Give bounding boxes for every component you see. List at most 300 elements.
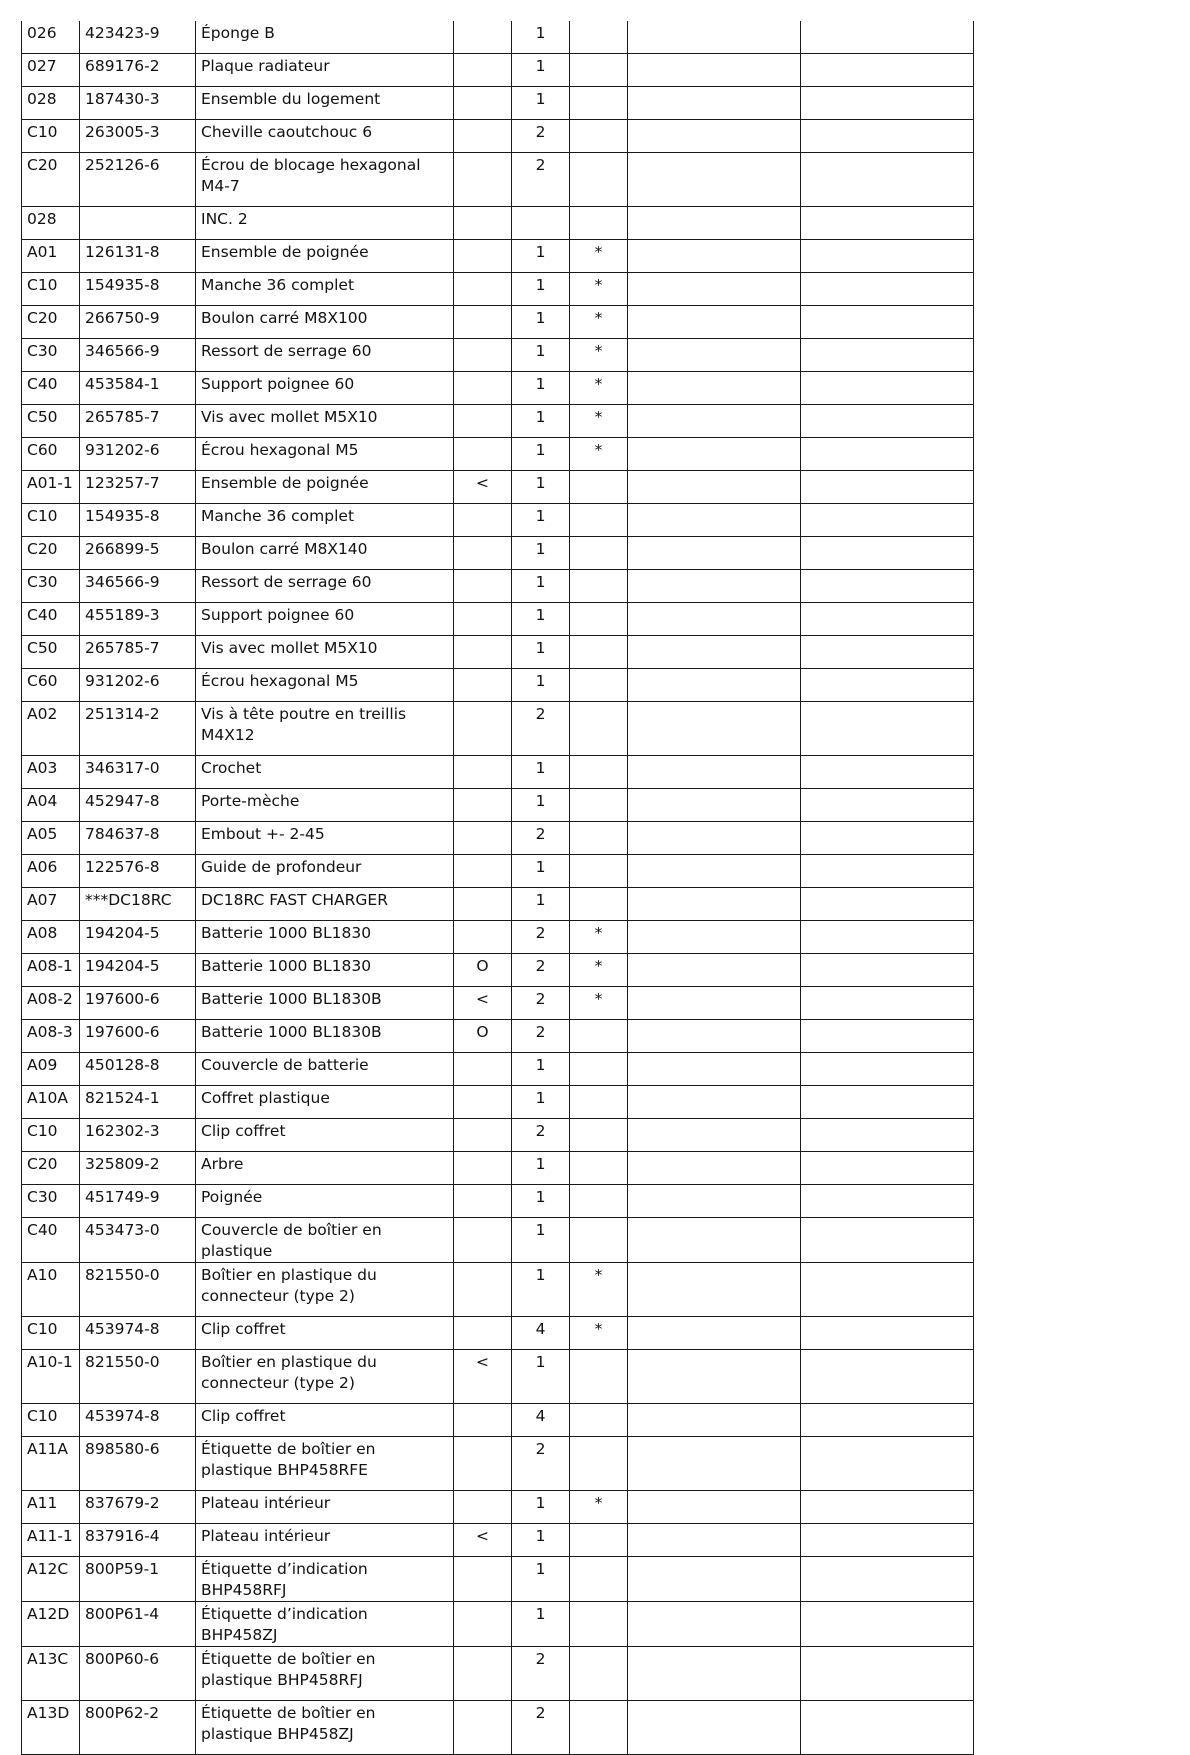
blank-cell [628, 1437, 801, 1491]
item-number: A05 [22, 822, 80, 855]
change-flag [454, 921, 512, 954]
blank-cell [628, 888, 801, 921]
part-reference: 453974-8 [80, 1404, 196, 1437]
change-flag [454, 306, 512, 339]
table-row [22, 537, 974, 570]
table-row [22, 504, 974, 537]
part-description: Batterie 1000 BL1830 [196, 921, 454, 954]
part-reference: 265785-7 [80, 405, 196, 438]
part-description: Écrou hexagonal M5 [196, 438, 454, 471]
item-number: A04 [22, 789, 80, 822]
blank-cell [628, 1404, 801, 1437]
table-row [22, 240, 974, 273]
part-description: Étiquette d’indication BHP458ZJ [196, 1602, 454, 1647]
note-mark [570, 603, 628, 636]
table-row [22, 822, 974, 855]
quantity: 1 [512, 789, 570, 822]
part-reference: 266899-5 [80, 537, 196, 570]
table-row [22, 1602, 974, 1647]
blank-cell [628, 756, 801, 789]
blank-cell [628, 207, 801, 240]
part-description: Arbre [196, 1152, 454, 1185]
blank-cell [801, 1263, 974, 1317]
part-reference: 821550-0 [80, 1263, 196, 1317]
blank-cell [801, 888, 974, 921]
part-reference: 122576-8 [80, 855, 196, 888]
item-number: C50 [22, 636, 80, 669]
note-mark: * [570, 372, 628, 405]
blank-cell [628, 1218, 801, 1263]
blank-cell [628, 54, 801, 87]
note-mark [570, 1701, 628, 1755]
quantity: 2 [512, 1647, 570, 1701]
blank-cell [801, 702, 974, 756]
change-flag [454, 1701, 512, 1755]
blank-cell [801, 339, 974, 372]
part-reference: 265785-7 [80, 636, 196, 669]
note-mark [570, 1350, 628, 1404]
part-reference: 194204-5 [80, 921, 196, 954]
quantity: 1 [512, 669, 570, 702]
part-reference: 187430-3 [80, 87, 196, 120]
item-number: A08-1 [22, 954, 80, 987]
part-reference: 898580-6 [80, 1437, 196, 1491]
change-flag [454, 855, 512, 888]
change-flag [454, 603, 512, 636]
note-mark [570, 636, 628, 669]
part-reference: 800P61-4 [80, 1602, 196, 1647]
table-row [22, 1437, 974, 1491]
blank-cell [801, 438, 974, 471]
part-description: Vis avec mollet M5X10 [196, 405, 454, 438]
change-flag [454, 1404, 512, 1437]
blank-cell [628, 21, 801, 54]
table-row [22, 921, 974, 954]
change-flag: < [454, 1350, 512, 1404]
item-number: 028 [22, 207, 80, 240]
item-number: A01-1 [22, 471, 80, 504]
blank-cell [801, 921, 974, 954]
item-number: A12C [22, 1557, 80, 1602]
blank-cell [801, 21, 974, 54]
quantity: 1 [512, 1491, 570, 1524]
note-mark [570, 471, 628, 504]
blank-cell [628, 669, 801, 702]
part-reference: 263005-3 [80, 120, 196, 153]
part-description: Clip coffret [196, 1317, 454, 1350]
change-flag [454, 87, 512, 120]
note-mark [570, 669, 628, 702]
item-number: C20 [22, 537, 80, 570]
table-row [22, 1185, 974, 1218]
part-description: Étiquette d’indication BHP458RFJ [196, 1557, 454, 1602]
part-reference: 162302-3 [80, 1119, 196, 1152]
table-row [22, 1557, 974, 1602]
part-description: Écrou de blocage hexagonal M4-7 [196, 153, 454, 207]
part-reference: 346317-0 [80, 756, 196, 789]
note-mark: * [570, 987, 628, 1020]
note-mark: * [570, 1263, 628, 1317]
change-flag [454, 537, 512, 570]
blank-cell [801, 207, 974, 240]
note-mark [570, 87, 628, 120]
item-number: C30 [22, 1185, 80, 1218]
quantity: 1 [512, 1350, 570, 1404]
change-flag [454, 54, 512, 87]
part-reference: 453974-8 [80, 1317, 196, 1350]
blank-cell [801, 1524, 974, 1557]
item-number: A11 [22, 1491, 80, 1524]
note-mark: * [570, 954, 628, 987]
quantity: 2 [512, 153, 570, 207]
blank-cell [801, 669, 974, 702]
blank-cell [628, 603, 801, 636]
parts-table-body [22, 21, 974, 1755]
part-reference: 154935-8 [80, 273, 196, 306]
part-reference: 931202-6 [80, 438, 196, 471]
table-row [22, 1404, 974, 1437]
note-mark [570, 1218, 628, 1263]
part-description: Poignée [196, 1185, 454, 1218]
part-reference: 346566-9 [80, 339, 196, 372]
part-description: Plateau intérieur [196, 1524, 454, 1557]
blank-cell [628, 372, 801, 405]
quantity: 2 [512, 954, 570, 987]
blank-cell [628, 1557, 801, 1602]
part-reference [80, 207, 196, 240]
change-flag [454, 1119, 512, 1152]
blank-cell [801, 954, 974, 987]
note-mark [570, 570, 628, 603]
blank-cell [801, 306, 974, 339]
quantity: 4 [512, 1404, 570, 1437]
note-mark [570, 1557, 628, 1602]
part-description: Boîtier en plastique du connecteur (type 2) [196, 1263, 454, 1317]
blank-cell [628, 87, 801, 120]
item-number: C40 [22, 372, 80, 405]
change-flag [454, 1263, 512, 1317]
part-reference: 455189-3 [80, 603, 196, 636]
part-description: Coffret plastique [196, 1086, 454, 1119]
table-row [22, 471, 974, 504]
part-reference: 931202-6 [80, 669, 196, 702]
table-row [22, 1524, 974, 1557]
table-row [22, 438, 974, 471]
item-number: C30 [22, 570, 80, 603]
change-flag [454, 1152, 512, 1185]
note-mark [570, 1053, 628, 1086]
table-row [22, 1152, 974, 1185]
item-number: C10 [22, 1119, 80, 1152]
blank-cell [801, 1152, 974, 1185]
table-row [22, 54, 974, 87]
quantity: 1 [512, 1602, 570, 1647]
part-description: Ressort de serrage 60 [196, 339, 454, 372]
note-mark [570, 120, 628, 153]
item-number: A10-1 [22, 1350, 80, 1404]
item-number: A08 [22, 921, 80, 954]
part-description: DC18RC FAST CHARGER [196, 888, 454, 921]
table-row [22, 1218, 974, 1263]
blank-cell [801, 87, 974, 120]
item-number: A13D [22, 1701, 80, 1755]
table-row [22, 603, 974, 636]
blank-cell [628, 153, 801, 207]
item-number: C60 [22, 438, 80, 471]
part-description: Écrou hexagonal M5 [196, 669, 454, 702]
blank-cell [628, 504, 801, 537]
part-reference: 126131-8 [80, 240, 196, 273]
part-description: Ressort de serrage 60 [196, 570, 454, 603]
table-row [22, 153, 974, 207]
change-flag: O [454, 1020, 512, 1053]
part-reference: 689176-2 [80, 54, 196, 87]
item-number: C40 [22, 1218, 80, 1263]
table-row [22, 405, 974, 438]
quantity: 1 [512, 537, 570, 570]
part-reference: 252126-6 [80, 153, 196, 207]
blank-cell [801, 273, 974, 306]
blank-cell [801, 1086, 974, 1119]
change-flag [454, 669, 512, 702]
change-flag [454, 789, 512, 822]
blank-cell [801, 405, 974, 438]
part-reference: 453584-1 [80, 372, 196, 405]
change-flag [454, 1647, 512, 1701]
quantity: 1 [512, 756, 570, 789]
item-number: A07 [22, 888, 80, 921]
change-flag [454, 1317, 512, 1350]
blank-cell [628, 438, 801, 471]
blank-cell [628, 120, 801, 153]
quantity: 1 [512, 1218, 570, 1263]
note-mark [570, 1119, 628, 1152]
item-number: A06 [22, 855, 80, 888]
blank-cell [801, 603, 974, 636]
item-number: C50 [22, 405, 80, 438]
blank-cell [628, 822, 801, 855]
table-row [22, 87, 974, 120]
part-reference: 837679-2 [80, 1491, 196, 1524]
item-number: C60 [22, 669, 80, 702]
table-row [22, 1317, 974, 1350]
table-row [22, 372, 974, 405]
table-row [22, 702, 974, 756]
change-flag [454, 1557, 512, 1602]
quantity: 2 [512, 822, 570, 855]
change-flag [454, 1218, 512, 1263]
item-number: A01 [22, 240, 80, 273]
table-row [22, 636, 974, 669]
part-description: Couvercle de batterie [196, 1053, 454, 1086]
quantity: 1 [512, 87, 570, 120]
quantity: 2 [512, 120, 570, 153]
blank-cell [801, 372, 974, 405]
part-description: Ensemble de poignée [196, 240, 454, 273]
table-row [22, 1350, 974, 1404]
item-number: C20 [22, 1152, 80, 1185]
blank-cell [801, 1491, 974, 1524]
blank-cell [628, 405, 801, 438]
change-flag [454, 339, 512, 372]
blank-cell [628, 471, 801, 504]
quantity: 2 [512, 1437, 570, 1491]
item-number: A03 [22, 756, 80, 789]
part-reference: 346566-9 [80, 570, 196, 603]
part-reference: 251314-2 [80, 702, 196, 756]
table-row [22, 1053, 974, 1086]
part-reference: 197600-6 [80, 987, 196, 1020]
blank-cell [801, 471, 974, 504]
change-flag [454, 240, 512, 273]
part-reference: 800P62-2 [80, 1701, 196, 1755]
blank-cell [628, 1020, 801, 1053]
table-row [22, 1086, 974, 1119]
blank-cell [628, 1317, 801, 1350]
blank-cell [801, 987, 974, 1020]
quantity: 2 [512, 1701, 570, 1755]
blank-cell [801, 570, 974, 603]
note-mark [570, 1602, 628, 1647]
quantity: 1 [512, 273, 570, 306]
change-flag [454, 1491, 512, 1524]
blank-cell [801, 636, 974, 669]
blank-cell [628, 1086, 801, 1119]
blank-cell [628, 636, 801, 669]
part-description: Cheville caoutchouc 6 [196, 120, 454, 153]
blank-cell [628, 1152, 801, 1185]
item-number: C40 [22, 603, 80, 636]
part-description: Clip coffret [196, 1119, 454, 1152]
note-mark [570, 1086, 628, 1119]
part-description: Boulon carré M8X100 [196, 306, 454, 339]
part-description: Batterie 1000 BL1830B [196, 987, 454, 1020]
quantity: 2 [512, 921, 570, 954]
item-number: C20 [22, 306, 80, 339]
part-description: Étiquette de boîtier en plastique BHP458ZJ [196, 1701, 454, 1755]
change-flag [454, 120, 512, 153]
blank-cell [628, 1119, 801, 1152]
note-mark [570, 1404, 628, 1437]
parts-table [21, 21, 974, 1755]
quantity: 1 [512, 1524, 570, 1557]
part-reference: 453473-0 [80, 1218, 196, 1263]
blank-cell [628, 570, 801, 603]
note-mark [570, 756, 628, 789]
note-mark: * [570, 273, 628, 306]
change-flag [454, 504, 512, 537]
table-row [22, 120, 974, 153]
quantity [512, 207, 570, 240]
change-flag [454, 372, 512, 405]
note-mark [570, 153, 628, 207]
item-number: 026 [22, 21, 80, 54]
note-mark [570, 537, 628, 570]
blank-cell [628, 1524, 801, 1557]
blank-cell [628, 1647, 801, 1701]
blank-cell [801, 789, 974, 822]
note-mark [570, 702, 628, 756]
change-flag [454, 438, 512, 471]
blank-cell [801, 537, 974, 570]
item-number: C10 [22, 120, 80, 153]
note-mark [570, 789, 628, 822]
quantity: 1 [512, 240, 570, 273]
blank-cell [628, 1185, 801, 1218]
change-flag: < [454, 987, 512, 1020]
part-description: Vis à tête poutre en treillis M4X12 [196, 702, 454, 756]
quantity: 1 [512, 636, 570, 669]
part-reference: ***DC18RC [80, 888, 196, 921]
note-mark [570, 1020, 628, 1053]
quantity: 1 [512, 504, 570, 537]
part-description: Ensemble de poignée [196, 471, 454, 504]
blank-cell [801, 822, 974, 855]
quantity: 1 [512, 21, 570, 54]
item-number: A10 [22, 1263, 80, 1317]
note-mark: * [570, 438, 628, 471]
item-number: A11-1 [22, 1524, 80, 1557]
note-mark: * [570, 306, 628, 339]
blank-cell [801, 1557, 974, 1602]
blank-cell [628, 1491, 801, 1524]
change-flag [454, 1053, 512, 1086]
quantity: 2 [512, 1119, 570, 1152]
table-row [22, 339, 974, 372]
part-reference: 197600-6 [80, 1020, 196, 1053]
table-row [22, 1263, 974, 1317]
blank-cell [801, 240, 974, 273]
part-description: Couvercle de boîtier en plastique [196, 1218, 454, 1263]
table-row [22, 21, 974, 54]
part-description: Manche 36 complet [196, 273, 454, 306]
table-row [22, 570, 974, 603]
change-flag [454, 822, 512, 855]
part-description: INC. 2 [196, 207, 454, 240]
part-description: Étiquette de boîtier en plastique BHP458RFE [196, 1437, 454, 1491]
parts-list-sheet [21, 21, 974, 1755]
quantity: 4 [512, 1317, 570, 1350]
blank-cell [801, 1317, 974, 1350]
blank-cell [801, 1020, 974, 1053]
part-description: Crochet [196, 756, 454, 789]
note-mark [570, 54, 628, 87]
part-description: Clip coffret [196, 1404, 454, 1437]
quantity: 1 [512, 1263, 570, 1317]
change-flag [454, 702, 512, 756]
part-description: Boîtier en plastique du connecteur (type 2) [196, 1350, 454, 1404]
note-mark [570, 822, 628, 855]
change-flag [454, 273, 512, 306]
blank-cell [801, 1602, 974, 1647]
blank-cell [628, 273, 801, 306]
change-flag [454, 207, 512, 240]
blank-cell [801, 756, 974, 789]
item-number: C10 [22, 504, 80, 537]
part-description: Éponge B [196, 21, 454, 54]
blank-cell [801, 1185, 974, 1218]
item-number: C10 [22, 1317, 80, 1350]
part-description: Embout +- 2-45 [196, 822, 454, 855]
note-mark [570, 1152, 628, 1185]
blank-cell [801, 1647, 974, 1701]
change-flag: < [454, 1524, 512, 1557]
item-number: A08-3 [22, 1020, 80, 1053]
part-reference: 821524-1 [80, 1086, 196, 1119]
part-reference: 194204-5 [80, 954, 196, 987]
quantity: 1 [512, 570, 570, 603]
note-mark: * [570, 339, 628, 372]
